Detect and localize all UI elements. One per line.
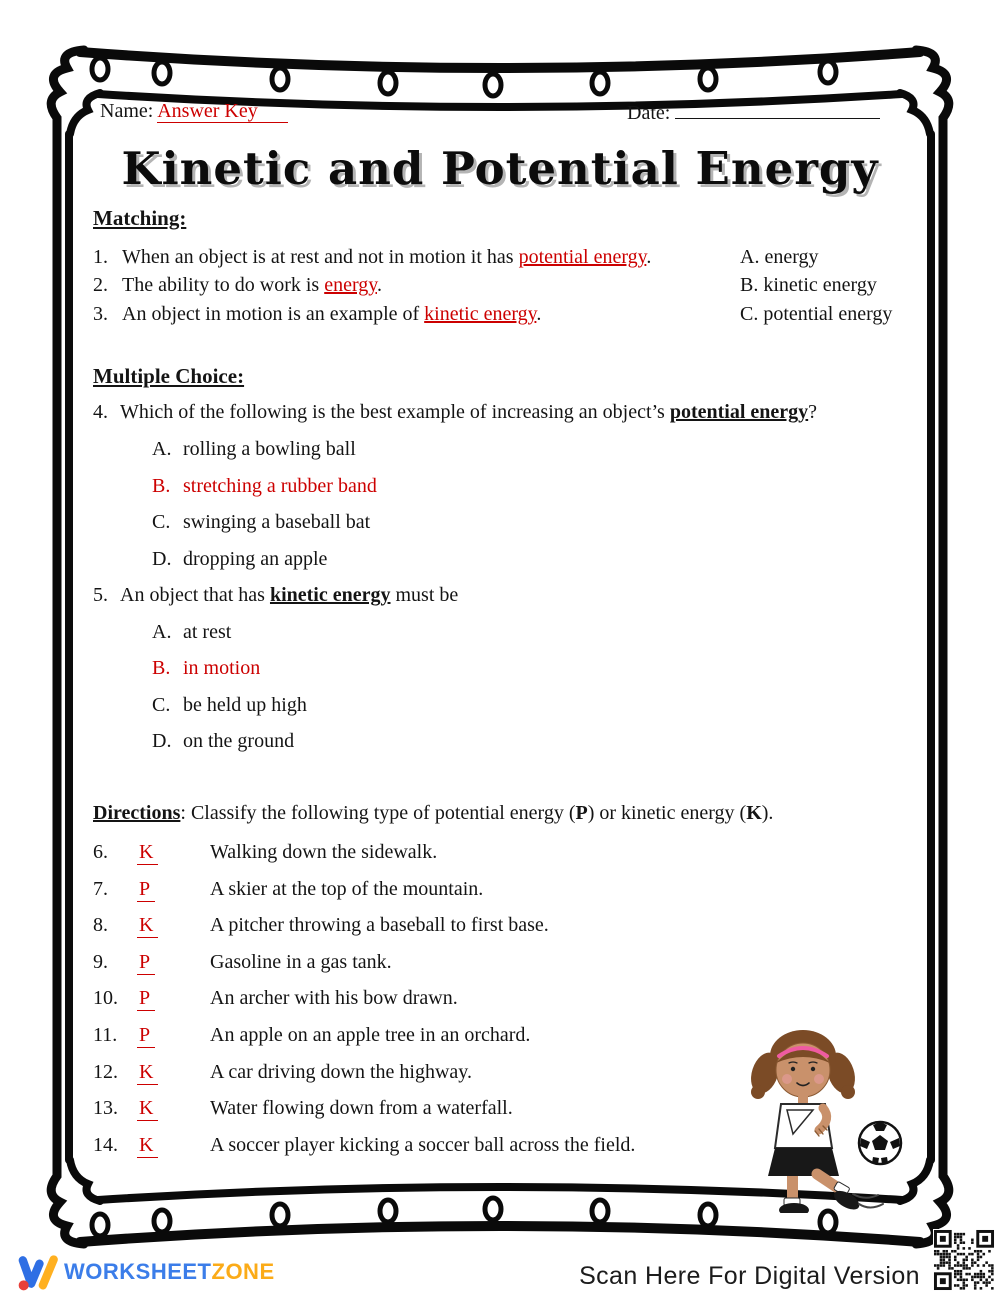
answer-letter: K — [137, 914, 158, 938]
choice-text: on the ground — [183, 730, 295, 752]
item-number: 3. — [93, 303, 108, 325]
question-text: An object that has — [120, 584, 270, 606]
choice-text: stretching a rubber band — [183, 475, 377, 497]
classify-row — [93, 1097, 513, 1120]
item-text: Gasoline in a gas tank. — [210, 951, 392, 973]
name-label: Name: — [100, 100, 154, 122]
choice-text: in motion — [183, 657, 261, 679]
choice-5b-correct — [152, 657, 260, 680]
logo-word-worksheet: WORKSHEET — [64, 1259, 212, 1284]
item-text: A soccer player kicking a soccer ball across the field. — [210, 1134, 636, 1156]
classify-row — [93, 841, 438, 864]
item-punct: . — [646, 246, 652, 268]
name-row — [100, 100, 288, 123]
item-text: A pitcher throwing a baseball to first base. — [210, 914, 549, 936]
matching-item — [93, 303, 541, 326]
matching-option-a: A. energy — [740, 246, 819, 268]
answer-letter: K — [137, 1097, 158, 1121]
classify-row — [93, 951, 392, 974]
item-text: The ability to do work is — [122, 274, 325, 296]
item-punct: . — [536, 303, 542, 325]
choice-label: B. — [152, 657, 171, 679]
question-number: 5. — [93, 584, 108, 606]
choice-label: D. — [152, 730, 172, 752]
item-number: 1. — [93, 246, 108, 268]
choice-text: swinging a baseball bat — [183, 511, 371, 533]
directions-text: : Classify the following type of potential energy ( — [180, 802, 576, 824]
item-text: When an object is at rest and not in motion it has — [122, 246, 519, 268]
matching-option-c: C. potential energy — [740, 303, 893, 325]
item-text: An apple on an apple tree in an orchard. — [210, 1024, 531, 1046]
choice-text: at rest — [183, 621, 232, 643]
item-answer: kinetic energy — [424, 303, 537, 325]
answer-letter: K — [137, 1134, 158, 1158]
item-number: 7. — [93, 878, 108, 900]
logo-word-zone: ZONE — [211, 1259, 275, 1284]
choice-4d — [152, 548, 327, 571]
choice-text: rolling a bowling ball — [183, 438, 356, 460]
choice-label: D. — [152, 548, 172, 570]
qr-code — [933, 1229, 995, 1291]
question-keyword: potential energy — [669, 401, 809, 423]
item-number: 14. — [93, 1134, 118, 1156]
choice-4a — [152, 438, 356, 461]
date-row — [627, 100, 880, 125]
answer-letter: P — [137, 878, 155, 902]
classify-row — [93, 878, 484, 901]
classify-row — [93, 914, 549, 937]
directions-k-letter: K — [746, 802, 762, 824]
choice-label: B. — [152, 475, 171, 497]
question-punct: ? — [808, 401, 818, 423]
directions-text: ) or kinetic energy ( — [587, 802, 747, 824]
item-text: A skier at the top of the mountain. — [210, 878, 484, 900]
choice-label: C. — [152, 511, 171, 533]
matching-item — [93, 274, 382, 297]
item-number: 6. — [93, 841, 108, 863]
worksheetzone-logo — [16, 1252, 275, 1292]
name-answer-value: Answer Key — [157, 100, 288, 123]
question-punct: must be — [390, 584, 459, 606]
choice-4b-correct — [152, 475, 377, 498]
directions-line — [93, 802, 773, 825]
classify-row — [93, 1061, 472, 1084]
date-label: Date: — [627, 102, 671, 124]
choice-5d — [152, 730, 294, 753]
item-punct: . — [376, 274, 382, 296]
matching-option-b: B. kinetic energy — [740, 274, 877, 296]
item-number: 10. — [93, 987, 118, 1009]
item-number: 2. — [93, 274, 108, 296]
date-blank-line — [675, 100, 880, 119]
item-number: 12. — [93, 1061, 118, 1083]
item-number: 13. — [93, 1097, 118, 1119]
item-text: A car driving down the highway. — [210, 1061, 472, 1083]
answer-letter: K — [137, 1061, 158, 1085]
question-5 — [93, 584, 458, 607]
worksheetzone-logo-icon — [16, 1252, 58, 1292]
choice-label: A. — [152, 438, 172, 460]
answer-letter: P — [137, 987, 155, 1011]
classify-row — [93, 1134, 636, 1157]
classify-row — [93, 1024, 531, 1047]
directions-p-letter: P — [575, 802, 588, 824]
answer-letter: P — [137, 951, 155, 975]
matching-item — [93, 246, 651, 269]
item-text: Walking down the sidewalk. — [210, 841, 438, 863]
item-text: An object in motion is an example of — [122, 303, 425, 325]
matching-heading: Matching: — [93, 206, 187, 230]
item-number: 11. — [93, 1024, 118, 1046]
answer-letter: P — [137, 1024, 155, 1048]
item-number: 9. — [93, 951, 108, 973]
classify-row — [93, 987, 458, 1010]
directions-word: Directions — [93, 802, 181, 824]
page-title: Kinetic and Potential Energy — [121, 142, 879, 195]
item-answer: energy — [324, 274, 377, 296]
choice-text: dropping an apple — [183, 548, 328, 570]
multiple-choice-heading: Multiple Choice: — [93, 364, 245, 388]
answer-letter: K — [137, 841, 158, 865]
choice-5c — [152, 694, 307, 717]
item-answer: potential energy — [518, 246, 647, 268]
choice-4c — [152, 511, 370, 534]
item-text: Water flowing down from a waterfall. — [210, 1097, 513, 1119]
choice-label: A. — [152, 621, 172, 643]
question-number: 4. — [93, 401, 108, 423]
choice-5a — [152, 621, 231, 644]
choice-text: be held up high — [183, 694, 307, 716]
item-number: 8. — [93, 914, 108, 936]
directions-text: ). — [761, 802, 774, 824]
question-keyword: kinetic energy — [269, 584, 391, 606]
question-text: Which of the following is the best example of increasing an object’s — [120, 401, 670, 423]
item-text: An archer with his bow drawn. — [210, 987, 458, 1009]
question-4 — [93, 401, 817, 424]
scan-here-text: Scan Here For Digital Version — [579, 1262, 920, 1290]
choice-label: C. — [152, 694, 171, 716]
soccer-girl-illustration — [735, 1018, 920, 1213]
